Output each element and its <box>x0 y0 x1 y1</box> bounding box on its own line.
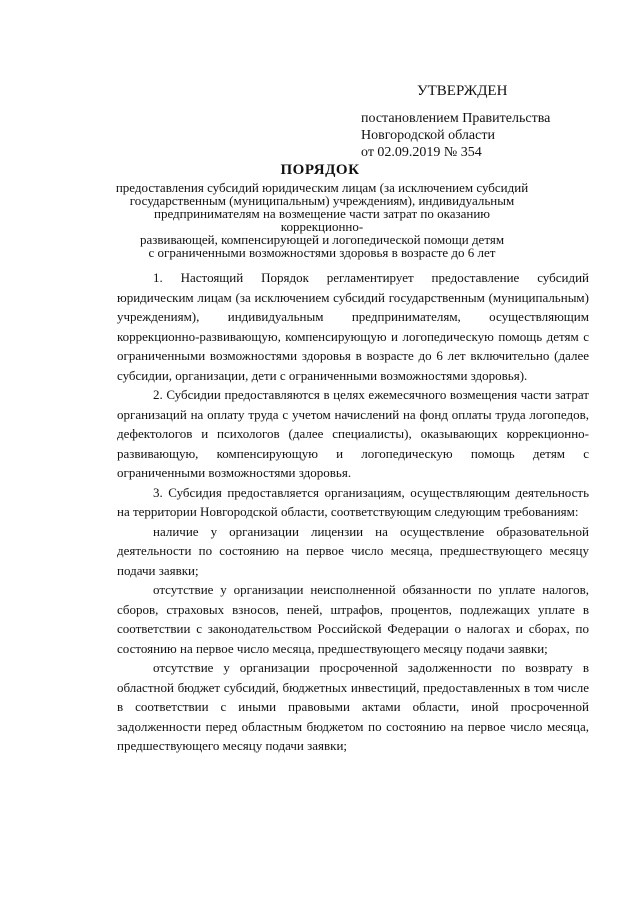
paragraph-2: 2. Субсидии предоставляются в целях ежемесячного возмещения части затрат организаций на оплату труда с учетом начислений на фонд оплаты труда логопедов, дефектологов и психологов (далее специалисты), оказывающих коррекционно-развивающую, компенсирующую и логопедическую помощь детям с ограниченными возможностями здоровья. <box>117 387 589 480</box>
requirement-license: наличие у организации лицензии на осуществление образовательной деятельности по состоянию на первое число месяца, предшествующего месяцу подачи заявки; <box>117 523 589 578</box>
approval-heading: УТВЕРЖДЕН <box>417 83 508 99</box>
requirement-no-tax-debt: отсутствие у организации неисполненной обязанности по уплате налогов, сборов, страховых взносов, пеней, штрафов, процентов, подлежащих уплате в соответствии с законодательством Российской Федерации о налогах и сборах, по состоянию на первое число месяца, предшествующего месяцу подачи заявки; <box>117 582 589 656</box>
subtitle-line: предоставления субсидий юридическим лицам (за исключением субсидий <box>115 180 529 195</box>
paragraph-3: 3. Субсидия предоставляется организациям, осуществляющим деятельность на территории Новгородской области, соответствующим следующим требованиям: <box>117 484 589 519</box>
approval-date-number: от 02.09.2019 № 354 <box>361 145 482 160</box>
approval-region: Новгородской области <box>361 128 495 143</box>
subtitle-line: предпринимателям на возмещение части затрат по оказанию коррекционно- <box>153 206 491 234</box>
paragraph-1: 1. Настоящий Порядок регламентирует предоставление субсидий юридическим лицам (за исключением субсидий государственным (муниципальным) учреждениям), индивидуальным предпринимателям, осуществляющим коррекционно-развивающую, компенсирующую и логопедическую помощь детям с ограниченными возможностями здоровья в возрасте до 6 лет включительно (далее субсидии, организации, дети с ограниченными возможностями здоровья). <box>117 270 589 383</box>
document-subtitle <box>112 181 532 259</box>
subtitle-line: развивающей, компенсирующей и логопедической помощи детям <box>139 232 505 247</box>
approval-authority: постановлением Правительства <box>361 111 551 126</box>
approval-block <box>361 82 621 161</box>
subtitle-line: государственным (муниципальным) учреждениям), индивидуальным <box>129 193 515 208</box>
document-body <box>117 268 589 756</box>
requirement-no-budget-debt: отсутствие у организации просроченной задолженности по возврату в областной бюджет субсидий, бюджетных инвестиций, предоставленных в том числе в соответствии с иными правовыми актами области, иной просроченной задолженности перед областным бюджетом по состоянию на первое число месяца, предшествующего месяцу подачи заявки; <box>117 660 589 753</box>
subtitle-line: с ограниченными возможностями здоровья в возрасте до 6 лет <box>148 245 496 260</box>
document-title: ПОРЯДОК <box>280 162 360 178</box>
